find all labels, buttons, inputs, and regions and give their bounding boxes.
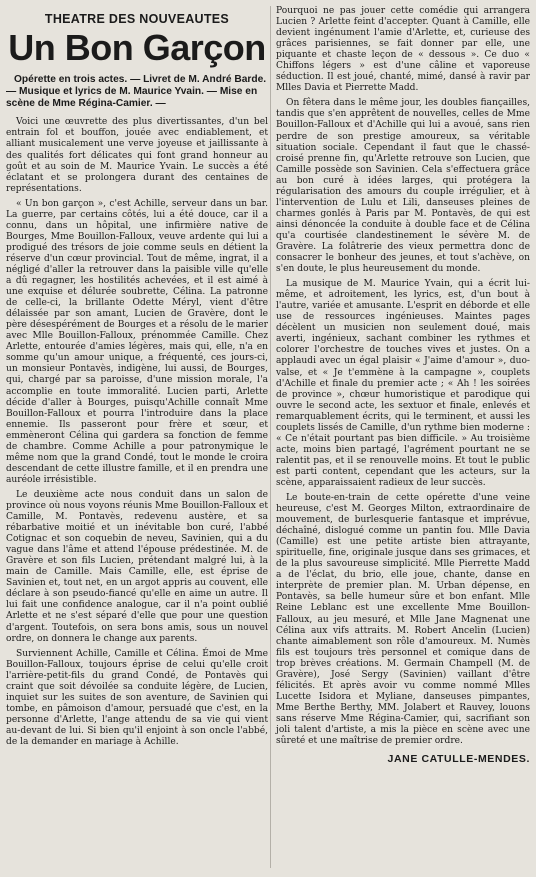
paragraph: « Un bon garçon », c'est Achille, serveur dans un bar. La guerre, par certains côtés, lui a été douce, car il a connu, dans un hôpital, une infirmière native de Bourges, Mme Bouillon-Falloux, veuve ardente qui lui a prodigué des trésors de joie comme seuls en détient la réserve d'un cœur provincial. Tout de même, ingrat, il a négligé d'aller la retrouver dans la paisible ville qu'elle a dû regagner, les hostilités achevées, et il est aimé à une exquise et délurée soubrette, Célina. La patronne de celle-ci, la brillante Odette Méryl, vient d'être délaissée par son amant, Lucien de Gravère, dont le père désespérément de Bourges et a résolu de le marier avec Mlle Bouillon-Falloux, prénommée Camille. Chez Arlette, entourée d'amies légères, mais qui, elle, n'a en somme qu'un amour unique, a fréquenté, ces jours-ci, un monsieur Pontavès, indigène, lui aussi, de Bourges, qui, chargé par sa paroisse, d'une mission morale, l'a accomplie en toute immoralité. Lucien parti, Arlette décide d'aller à Bourges, puisqu'Achille connaît Mme Bouillon-Falloux et pourra l'introduire dans la place ennemie. Ils passeront pour frère et sœur, et emmèneront Célina qui gardera sa fonction de femme de chambre. Comme Achille a pour patronymique le même nom que la grand Condé, tout le monde le croira descendant de cette illustre famille, et il en prendra une auréole irrésistible. <box>6 198 268 485</box>
headline: Un Bon Garçon <box>8 27 266 68</box>
paragraph: Pourquoi ne pas jouer cette comédie qui arrangera Lucien ? Arlette feint d'accepter. Quant à Camille, elle devient ingénument l'amie d'Arlette, et, curieuse des grâces parisiennes, se fait donner par elle, une piquante et chaste leçon de « dessous ». Ce duo « Chiffons légers » est d'une câline et vaporeuse séduction. Il est joué, chanté, mimé, dansé à ravir par Mlles Davia et Pierrette Madd. <box>276 6 530 94</box>
paragraph: Le boute-en-train de cette opérette d'une veine heureuse, c'est M. Georges Milton, extraordinaire de mouvement, de burlesquerie fantasque et imprévue, déchaîné, dislogué comme un pantin fou. Mlle Davia (Camille) est une petite artiste bien attrayante, spirituelle, fine, originale jusque dans ses grimaces, et de la plus savoureuse simplicité. Mlle Pierrette Madd a de l'éclat, du brio, elle joue, chante, danse en interprète de premier plan. M. Urban dépense, en Pontavès, sa belle humeur sûre et bon enfant. Mlle Reine Leblanc est une excellente Mme Bouillon-Falloux, au jeu mesuré, et Mlle Jane Magnenat une Célina aux vifs attraits. M. Robert Ancelin (Lucien) chante aimablement son rôle d'amoureux. M. Numès fils est toujours très personnel et comique dans de trop brèves créations. M. Germain Champell (M. de Gravère), José Sergy (Savinien) vaillant d'être félicités. Et après avoir vu comme nommé Mlles Lucette Isidora et Myliane, danseuses pimpantes, Mme Berthe Berthy, MM. Jolabert et Rauvey, louons sans réserve Mme Régina-Camier, qui, sacrifiant son joli talent d'artiste, a mis la pièce en scène avec une sûreté et une maîtrise de premier ordre. <box>276 493 530 747</box>
signature: JANE CATULLE-MENDES. <box>387 753 530 766</box>
left-column <box>6 6 268 874</box>
paragraph: Voici une œuvrette des plus divertissantes, d'un bel entrain fol et bouffon, jouée avec endiablement, et alliant musicalement une verve joyeuse et jaillissante à des qualités fort délicates qui font grand honneur au goût et au soin de M. Maurice Yvain. Le succès a été éclatant et se prolongera durant des centaines de représentations. <box>6 117 268 194</box>
paragraph: La musique de M. Maurice Yvain, qui a écrit lui-même, et adroitement, les lyrics, est, d'un bout à l'autre, variée et amusante. L'esprit en déborde et elle use de ressources ingénieuses. Maintes pages décèlent un musicien non seulement doué, mais averti, ingénieux, sachant combiner les rythmes et colorer l'orchestre de touches vives et justes. On a applaudi avec un égal plaisir « J'aime d'amour », duo-valse, et « Je t'emmène à la campagne », couplets d'Achille et finale du premier acte ; « Ah ! les soirées de province », chœur humoristique et parodique qui ouvre le second acte, les sextuor et finale, enlevés et remarquablement écrits, qui le terminent, et aussi les couplets lissés de Camille, d'un rythme bien moderne : « Ce n'était pourtant pas bien difficile. » Au troisième acte, moins bien partagé, l'agrément pourtant ne se ralentit pas, et il se renouvelle moins. Et tout le public est parti content, cependant que les acteurs, sur la scène, apparaissaient radieux de leur succès. <box>276 279 530 488</box>
paragraph: Surviennent Achille, Camille et Célina. Émoi de Mme Bouillon-Falloux, toujours éprise de celui qu'elle croit l'arrière-petit-fils du grand Condé, de Pontavès qui craint que soit dévoilée sa conduite légère, de Lucien, inquiet sur les suites de son aventure, de Savinien qui tombe, en pâmoison d'amour, persuadé que c'est, en la personne d'Arlette, l'ange attendu de sa vie qui vient au-devant de lui. Si bien qu'il enjoint à son oncle l'abbé, de la demander en mariage à Achille. <box>6 648 268 747</box>
paragraph: On fêtera dans le même jour, les doubles fiançailles, tandis que s'en apprêtent de nouvelles, celles de Mme Bouillon-Falloux et d'Achille qui lui a avoué, sans rien perdre de son prestige amoureux, sa véritable situation sociale. Cependant il faut que le chassé-croisé prenne fin, qu'Arlette retrouve son Lucien, que Camille possède son Savinien. Cela s'effectuera grâce au bon curé à idées larges, qui protégera la régularisation des amours du couple irrégulier, et à l'intervention de Lulu et Lili, danseuses pleines de charmes gonlés à Paris par M. Pontavès, de qui est ainsi dénoncée la conduite à double face et de Célina qu'a courtisée clandestinement le sévère M. de Gravère. La folâtrerie des vieux permettra donc de consacrer le bonheur des jeunes, et tout s'achève, on s'en doute, le plus heureusement du monde. <box>276 98 530 275</box>
right-column <box>276 6 530 874</box>
paragraph: Le deuxième acte nous conduit dans un salon de province où nous voyons réunis Mme Bouillon-Falloux et Camille, M. Pontavès, redevenu austère, et sa rébarbative moitié et un inévitable bon curé, l'abbé Cotignac et son coquebin de neveu, Savinien, qui a du vague dans l'âme et attend l'épouse prédestinée. M. de Gravère et son fils Lucien, prétendant malgré lui, à la main de Camille. Mais Camille, elle, est éprise de Savinien et, tout net, en un argot appris au couvent, elle déclare à son pseudo-fiancé qu'elle en aime un autre. Il lui fait une confidence analogue, car il n'a point oublié Arlette et ne s'est séparé d'elle que pour une question d'argent. Toutefois, on sera bons amis, sous un nouvel ordre, on donnera le change aux parents. <box>6 489 268 644</box>
subhead: Opérette en trois actes. — Livret de M. André Barde. — Musique et lyrics de M. Maurice Yvain. — Mise en scène de Mme Régina-Camier. — <box>6 74 267 109</box>
section-header: THEATRE DES NOUVEAUTES <box>44 12 230 26</box>
column-divider <box>270 6 271 868</box>
